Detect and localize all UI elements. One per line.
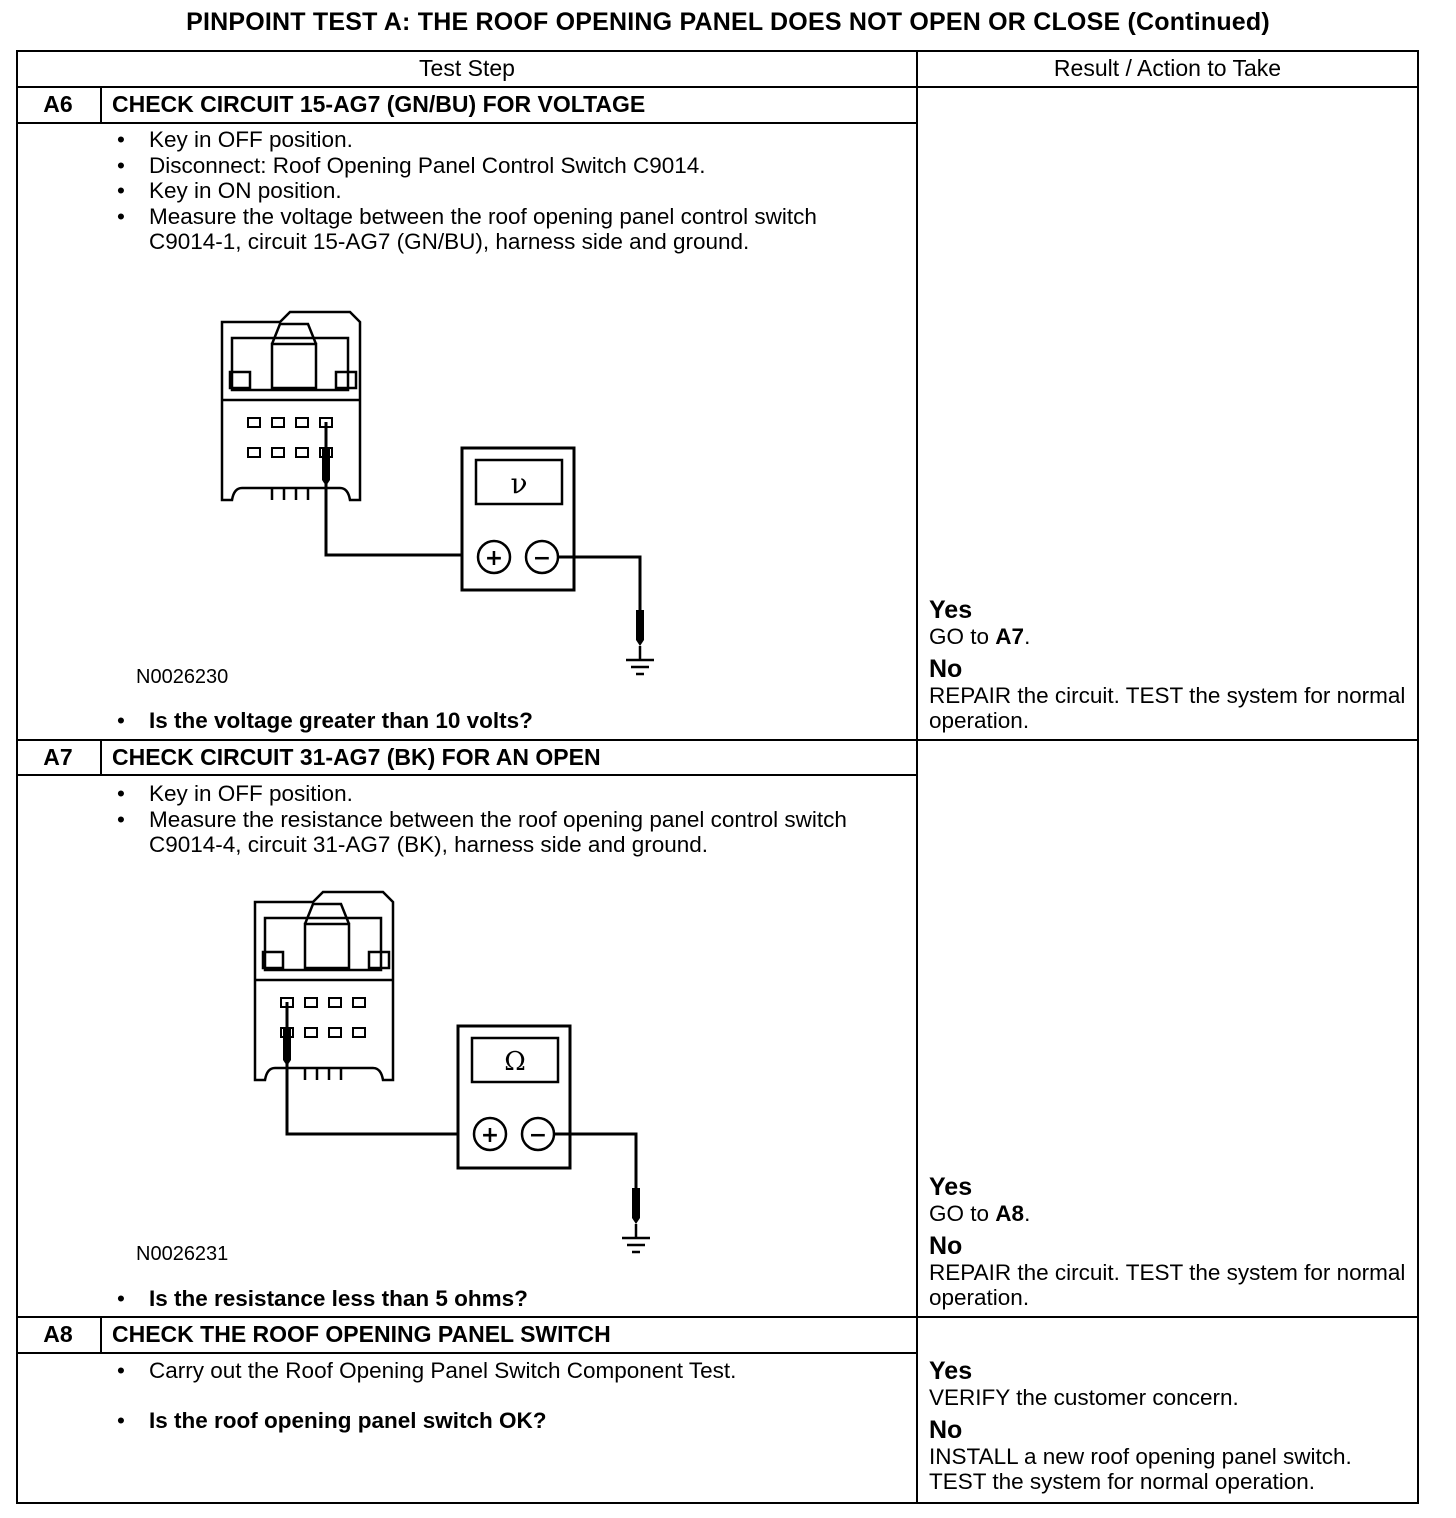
meter-symbol-ohms: Ω: [504, 1047, 526, 1077]
list-item: • Measure the resistance between the roof opening panel control switch C9014-4, circuit 31-AG7 (BK), harness side and ground.: [111, 807, 881, 858]
page-title: PINPOINT TEST A: THE ROOF OPENING PANEL DOES NOT OPEN OR CLOSE (Continued): [186, 8, 1270, 36]
voltage-test-diagram: [210, 310, 670, 680]
step-id-a8: A8: [43, 1321, 73, 1347]
ground-icon: [622, 1224, 650, 1252]
step-title-a8: CHECK THE ROOF OPENING PANEL SWITCH: [112, 1321, 611, 1347]
step-a6-question: • Is the voltage greater than 10 volts?: [111, 708, 533, 734]
step-a8-question: • Is the roof opening panel switch OK?: [111, 1408, 547, 1434]
meter-plus-terminal: +: [480, 1123, 500, 1148]
figure-id-a7: N0026231: [136, 1243, 229, 1265]
step-a8-instructions: [111, 1358, 881, 1384]
result-a6: Yes GO to A7. No REPAIR the circuit. TEST the system for normal operation.: [929, 597, 1414, 733]
no-action: REPAIR the circuit. TEST the system for normal operation.: [929, 1260, 1406, 1310]
yes-action: GO to: [929, 624, 990, 649]
yes-label: Yes: [929, 1357, 973, 1385]
header-result-action: Result / Action to Take: [1053, 55, 1282, 81]
step-id-divider: [100, 86, 102, 124]
probe-tip-icon: [322, 448, 330, 486]
yes-target[interactable]: A8: [995, 1201, 1025, 1226]
connector-c9014-icon: [255, 892, 393, 1080]
list-item: • Measure the voltage between the roof opening panel control switch C9014-1, circuit 15-AG7 (GN/BU), harness side and ground.: [111, 204, 851, 255]
no-label: No: [929, 1416, 963, 1444]
yes-target[interactable]: A7: [995, 624, 1025, 649]
step-id-divider: [100, 1316, 102, 1354]
header-test-step: Test Step: [419, 55, 515, 81]
meter-plus-terminal: +: [484, 546, 504, 571]
step-title-a6: CHECK CIRCUIT 15-AG7 (GN/BU) FOR VOLTAGE: [112, 91, 646, 117]
ground-probe-icon: [636, 610, 644, 646]
yes-action: GO to: [929, 1201, 990, 1226]
list-item: • Key in OFF position.: [111, 127, 851, 153]
probe-tip-icon: [283, 1028, 291, 1066]
meter-minus-terminal: −: [532, 546, 552, 571]
resistance-test-diagram: [243, 890, 703, 1260]
yes-label: Yes: [929, 1173, 973, 1201]
multimeter-icon: [462, 448, 574, 590]
step-id-divider: [100, 739, 102, 776]
header-divider: [16, 86, 1419, 88]
list-item: • Key in OFF position.: [111, 781, 881, 807]
yes-action: VERIFY the customer concern.: [929, 1385, 1239, 1410]
step-a6-instructions: [111, 127, 851, 255]
no-action: INSTALL a new roof opening panel switch. TEST the system for normal operation.: [929, 1444, 1352, 1494]
figure-id-a6: N0026230: [136, 666, 229, 688]
ground-icon: [626, 646, 654, 674]
column-divider: [916, 50, 918, 1504]
step-title-divider: [16, 122, 918, 124]
step-a7-question: • Is the resistance less than 5 ohms?: [111, 1286, 528, 1312]
connector-c9014-icon: [222, 312, 360, 500]
no-label: No: [929, 1232, 963, 1260]
step-divider: [16, 1316, 1419, 1318]
meter-minus-terminal: −: [528, 1123, 548, 1148]
step-title-a7: CHECK CIRCUIT 31-AG7 (BK) FOR AN OPEN: [112, 744, 601, 770]
list-item: • Carry out the Roof Opening Panel Switch Component Test.: [111, 1358, 881, 1384]
ground-probe-icon: [632, 1188, 640, 1224]
list-item: • Key in ON position.: [111, 178, 851, 204]
step-id-a6: A6: [43, 91, 73, 117]
yes-label: Yes: [929, 596, 973, 624]
no-action: REPAIR the circuit. TEST the system for normal operation.: [929, 683, 1406, 733]
no-label: No: [929, 655, 963, 683]
step-title-divider: [16, 774, 918, 776]
step-id-a7: A7: [43, 744, 73, 770]
list-item: • Disconnect: Roof Opening Panel Control Switch C9014.: [111, 153, 851, 179]
result-a8: [929, 1358, 1414, 1494]
step-divider: [16, 739, 1419, 741]
meter-symbol-volts: ν: [510, 467, 528, 500]
result-a7: Yes GO to A8. No REPAIR the circuit. TEST the system for normal operation.: [929, 1174, 1414, 1310]
step-title-divider: [16, 1352, 918, 1354]
step-a7-instructions: [111, 781, 881, 858]
multimeter-icon: [458, 1026, 570, 1168]
